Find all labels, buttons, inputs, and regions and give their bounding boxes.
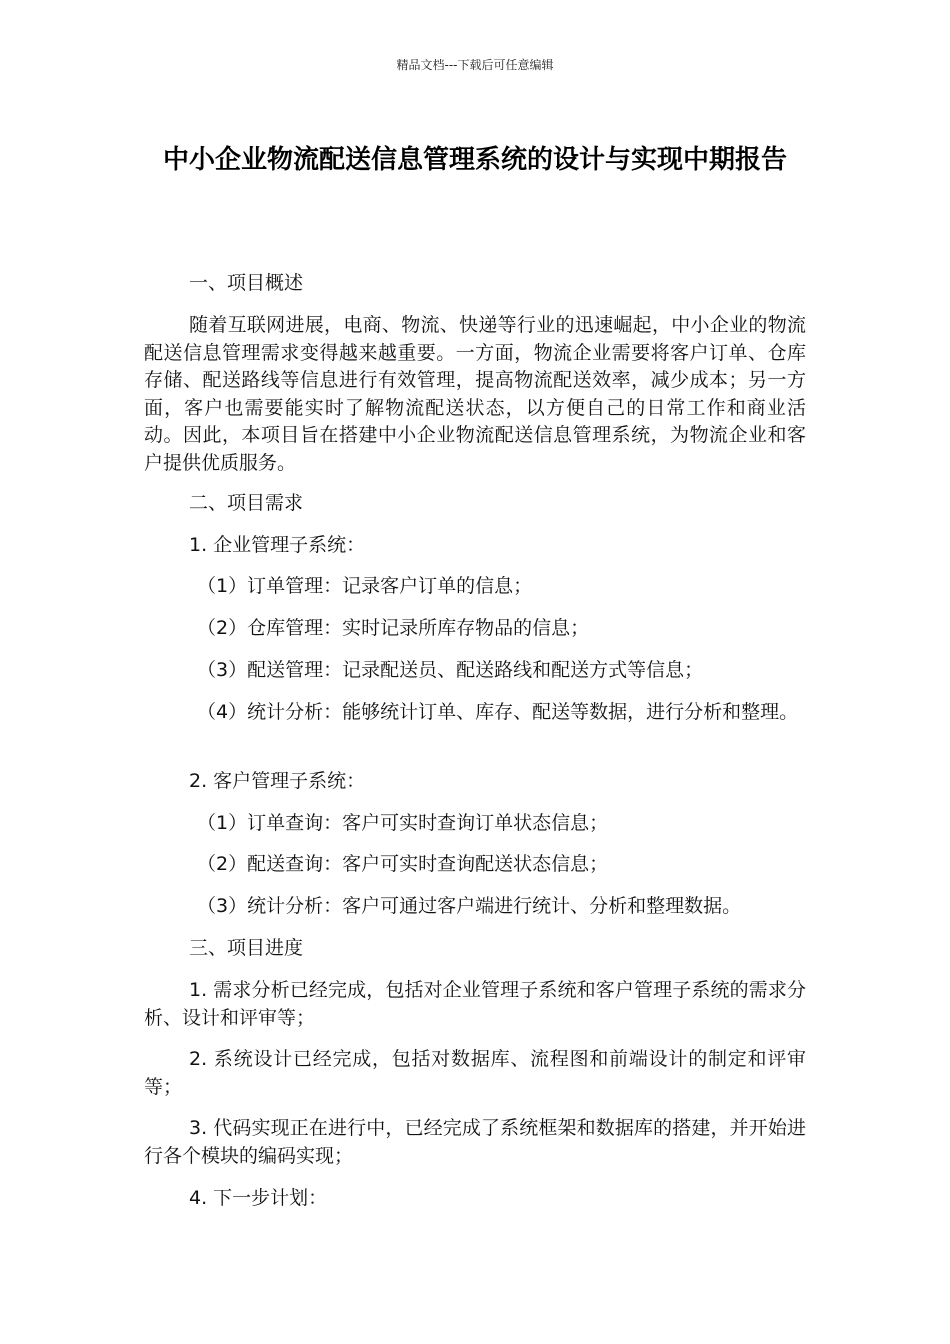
progress-item: 2. 系统设计已经完成，包括对数据库、流程图和前端设计的制定和评审等； [144,1048,806,1098]
subsystem2-title: 2. 客户管理子系统： [189,770,366,792]
progress-item: 1. 需求分析已经完成，包括对企业管理子系统和客户管理子系统的需求分析、设计和评审等； [144,979,806,1029]
subsystem1-item: （1）订单管理：记录客户订单的信息； [197,575,533,597]
subsystem1-title: 1. 企业管理子系统： [189,534,366,556]
subsystem2-item: （3）统计分析：客户可通过客户端进行统计、分析和整理数据。 [197,895,742,917]
section1-heading: 一、项目概述 [189,272,304,294]
header-note: 精品文档---下载后可任意编辑 [396,58,554,72]
section1-paragraph: 随着互联网进展，电商、物流、快递等行业的迅速崛起，中小企业的物流配送信息管理需求变得越来越重要。一方面，物流企业需要将客户订单、仓库存储、配送路线等信息进行有效管理，提高物流配送效率，减少成本；另一方面，客户也需要能实时了解物流配送状态，以方便自己的日常工作和商业活动。因此，本项目旨在搭建中小企业物流配送信息管理系统，为物流企业和客户提供优质服务。 [144,314,806,474]
progress-item: 3. 代码实现正在进行中，已经完成了系统框架和数据库的搭建，并开始进行各个模块的编码实现； [144,1117,806,1167]
document-title: 中小企业物流配送信息管理系统的设计与实现中期报告 [162,145,787,175]
section2-heading: 二、项目需求 [189,492,304,514]
subsystem1-item: （4）统计分析：能够统计订单、库存、配送等数据，进行分析和整理。 [197,701,799,723]
subsystem2-item: （1）订单查询：客户可实时查询订单状态信息； [197,812,609,834]
subsystem2-item: （2）配送查询：客户可实时查询配送状态信息； [197,853,609,875]
subsystem1-item: （2）仓库管理：实时记录所库存物品的信息； [197,617,590,639]
section3-heading: 三、项目进度 [189,937,304,959]
subsystem1-item: （3）配送管理：记录配送员、配送路线和配送方式等信息； [197,659,704,681]
progress-item: 4. 下一步计划： [189,1187,328,1209]
